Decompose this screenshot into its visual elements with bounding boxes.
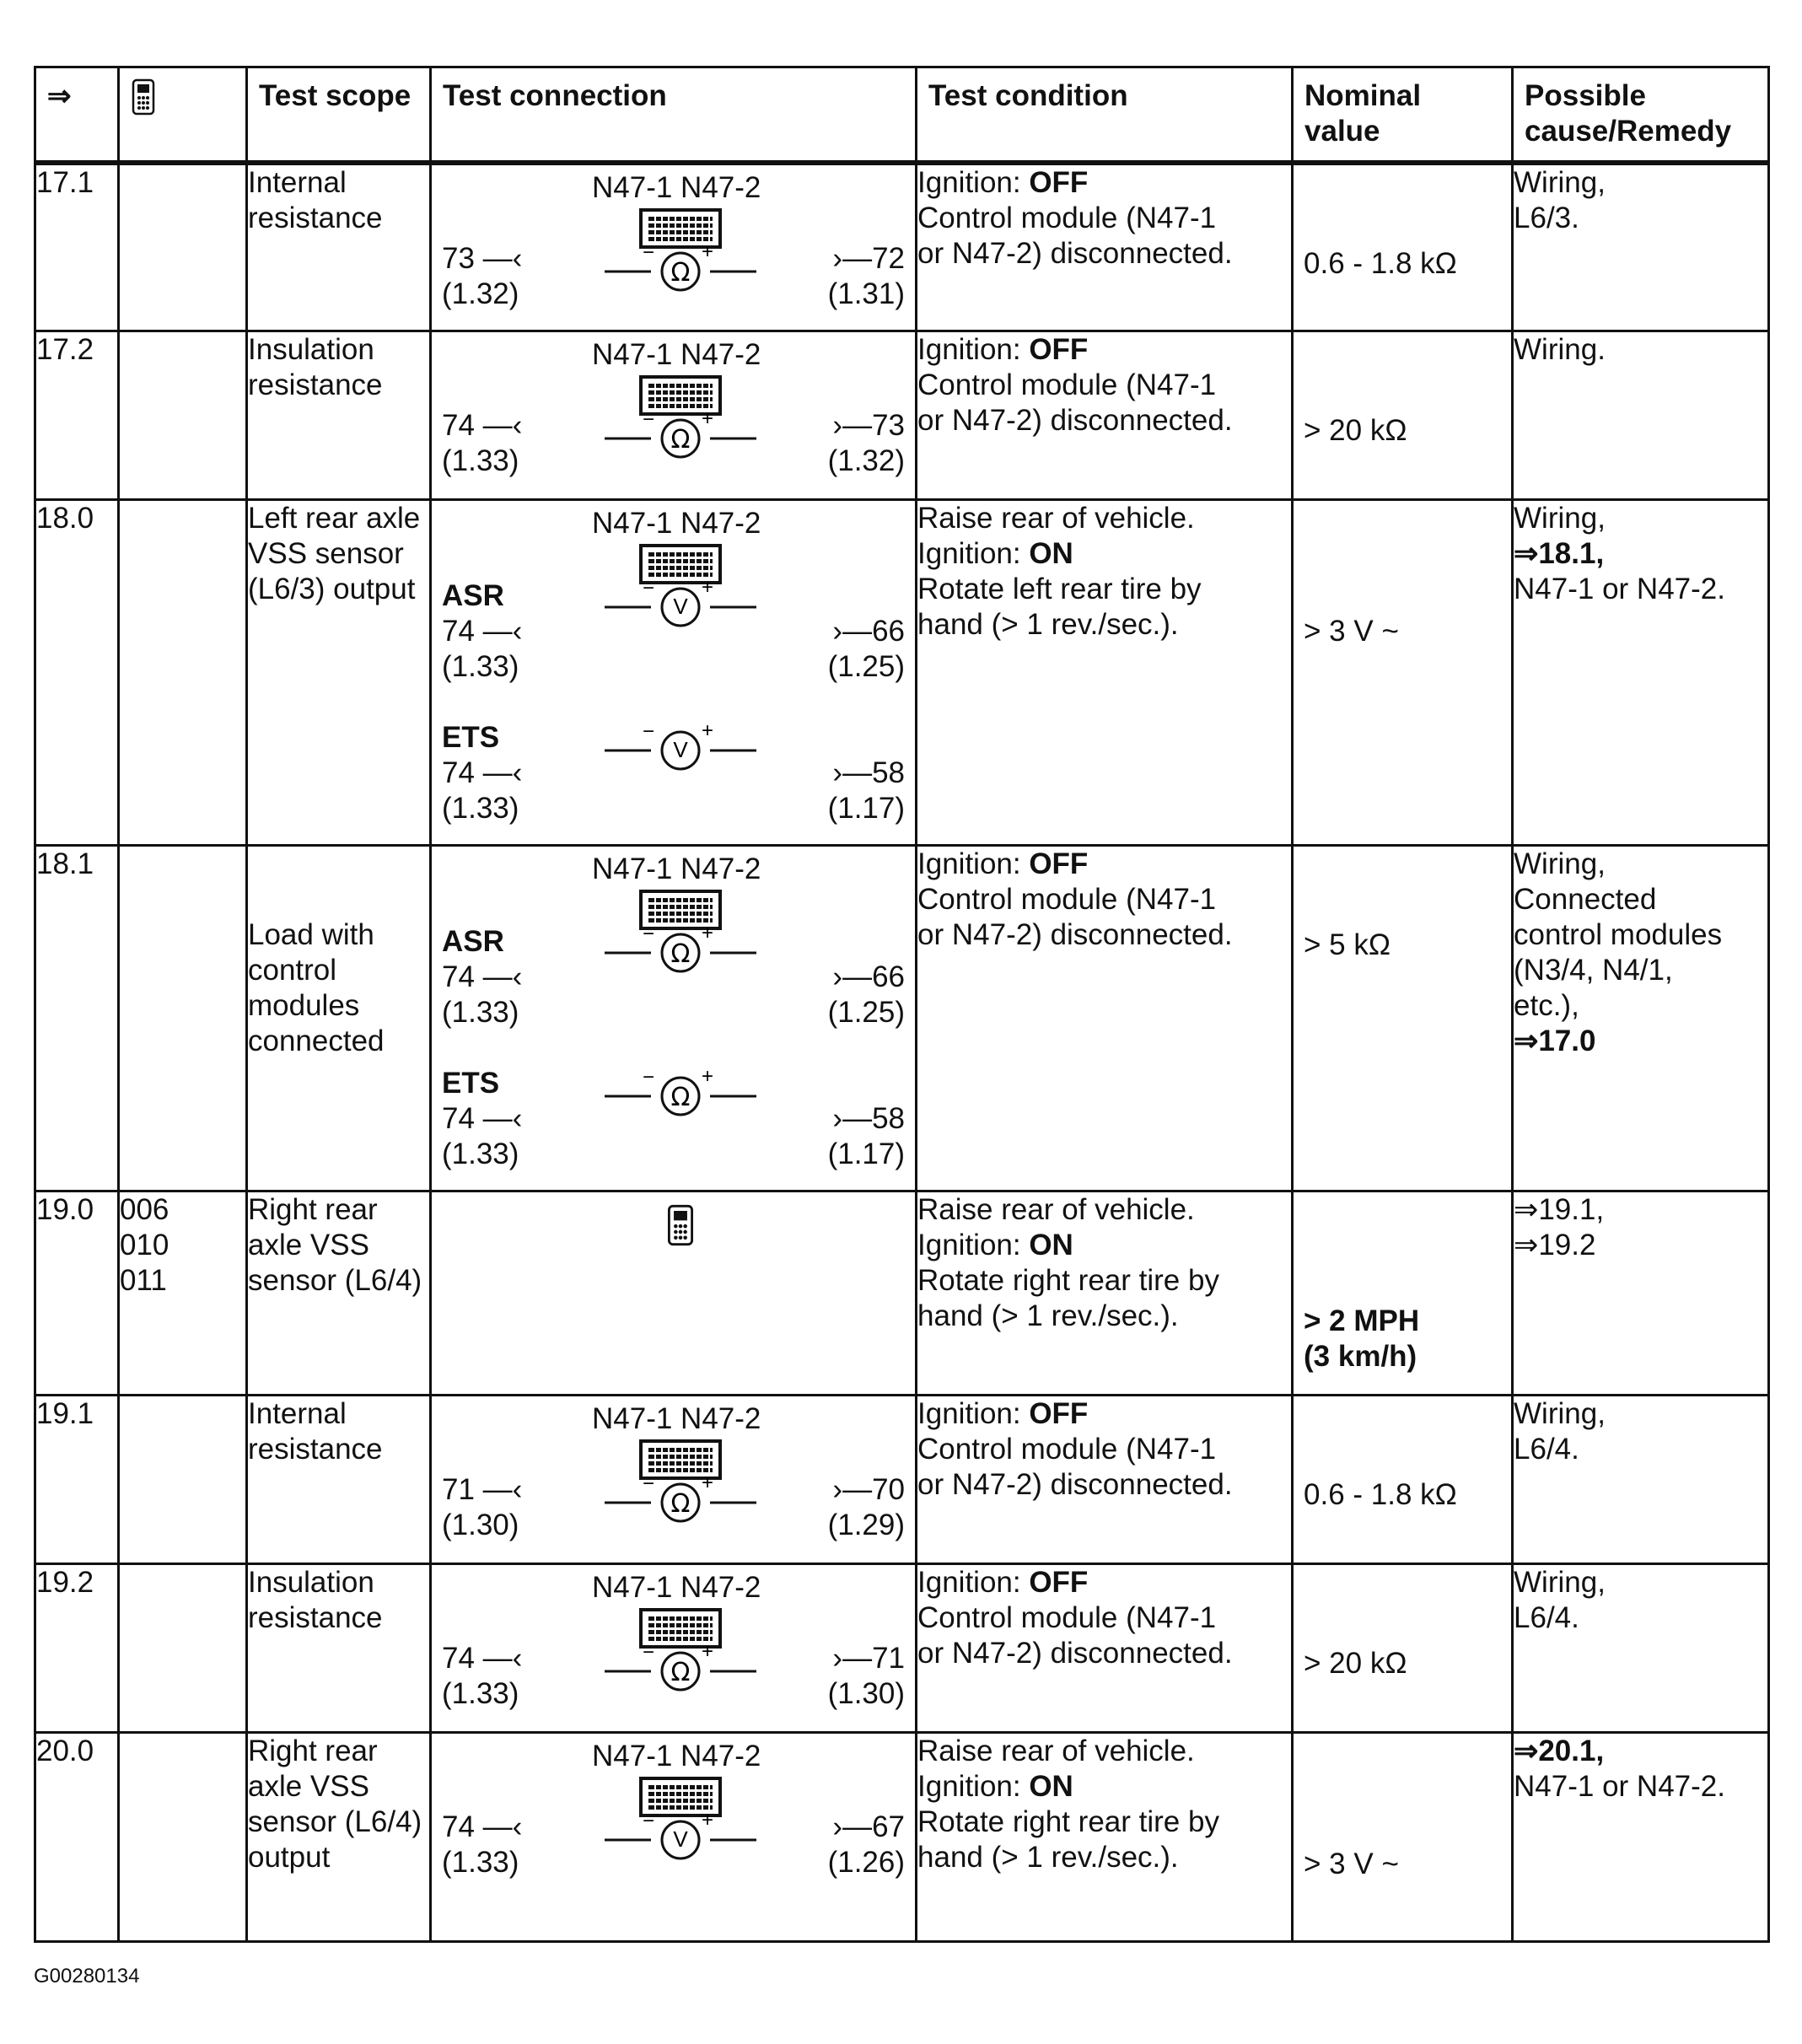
nominal-value: > 20 kΩ <box>1293 331 1513 500</box>
svg-text:−: − <box>643 413 655 431</box>
svg-text:Ω: Ω <box>670 257 691 288</box>
nominal-value: 0.6 - 1.8 kΩ <box>1293 163 1513 331</box>
table-row <box>35 1191 1769 1396</box>
asr-label: ASR <box>442 579 504 612</box>
tester-code-cell <box>119 500 247 846</box>
remedy: Wiring, L6/4. <box>1513 1396 1769 1564</box>
table-row <box>35 846 1769 1191</box>
nominal-value: 0.6 - 1.8 kΩ <box>1293 1396 1513 1564</box>
svg-text:V: V <box>673 1826 688 1852</box>
module-label: N47-1 N47-2 <box>592 170 761 204</box>
test-condition: Raise rear of vehicle. Ignition: ON Rotate right rear tire by hand (> 1 rev./sec.). <box>917 1191 1293 1396</box>
nominal-value: > 2 MPH (3 km/h) <box>1293 1191 1513 1396</box>
ets-left-pin: 74 —‹ (1.33) <box>442 756 523 825</box>
test-connection-cell <box>431 1564 917 1733</box>
connection-diagram <box>432 501 915 842</box>
nominal-value: > 3 V ~ <box>1293 500 1513 846</box>
svg-text:+: + <box>702 413 714 430</box>
voltmeter-icon <box>600 725 761 776</box>
test-condition: Raise rear of vehicle. Ignition: ON Rotate left rear tire by hand (> 1 rev./sec.). <box>917 500 1293 846</box>
tester-code-cell <box>119 331 247 500</box>
test-condition: Ignition: OFF Control module (N47-1 or N47-2) disconnected. <box>917 1396 1293 1564</box>
header-test-connection: Test connection <box>431 67 917 163</box>
svg-text:+: + <box>702 1477 714 1494</box>
asr-left-pin: 74 —‹ (1.33) <box>442 960 523 1029</box>
tester-code-cell: 006 010 011 <box>119 1191 247 1396</box>
table-row <box>35 1396 1769 1564</box>
module-connector-icon <box>634 1439 727 1481</box>
step-number: 19.1 <box>35 1396 119 1564</box>
module-connector-icon <box>634 1776 727 1818</box>
svg-text:+: + <box>702 1071 714 1088</box>
ohmmeter-icon <box>600 246 761 297</box>
step-number: 18.0 <box>35 500 119 846</box>
right-pin: ›—73 (1.32) <box>827 409 906 477</box>
svg-text:Ω: Ω <box>670 1658 691 1687</box>
module-connector-icon <box>634 374 727 417</box>
step-number: 19.2 <box>35 1564 119 1733</box>
tester-code-cell <box>119 1564 247 1733</box>
module-connector-icon <box>634 1607 727 1649</box>
module-label: N47-1 N47-2 <box>592 1402 761 1435</box>
svg-text:−: − <box>643 245 655 264</box>
voltmeter-icon <box>600 582 761 632</box>
svg-text:−: − <box>643 1646 655 1664</box>
test-scope: Internal resistance <box>247 1396 431 1564</box>
handheld-tester-icon <box>131 78 156 116</box>
svg-text:−: − <box>643 1815 655 1832</box>
step-number: 18.1 <box>35 846 119 1191</box>
remedy: Wiring. <box>1513 331 1769 500</box>
connection-diagram <box>432 1734 915 1938</box>
svg-text:+: + <box>702 1646 714 1663</box>
ets-right-pin: ›—58 (1.17) <box>827 756 906 825</box>
table-header-row <box>35 67 1769 163</box>
module-connector-icon <box>634 207 727 250</box>
header-test-condition: Test condition <box>917 67 1293 163</box>
table-row <box>35 1564 1769 1733</box>
header-nominal-value: Nominal value <box>1293 67 1513 163</box>
svg-text:−: − <box>643 1071 655 1089</box>
ets-label: ETS <box>442 721 500 754</box>
test-condition: Ignition: OFF Control module (N47-1 or N47-2) disconnected. <box>917 331 1293 500</box>
ohmmeter-icon <box>600 413 761 464</box>
svg-text:Ω: Ω <box>670 1489 691 1519</box>
test-condition: Ignition: OFF Control module (N47-1 or N47-2) disconnected. <box>917 163 1293 331</box>
test-scope: Right rear axle VSS sensor (L6/4) output <box>247 1733 431 1942</box>
step-number: 20.0 <box>35 1733 119 1942</box>
right-pin: ›—67 (1.26) <box>827 1810 906 1879</box>
svg-text:+: + <box>702 582 714 599</box>
svg-text:−: − <box>643 725 655 743</box>
nominal-value: > 5 kΩ <box>1293 846 1513 1191</box>
svg-text:−: − <box>643 1477 655 1495</box>
step-number: 19.0 <box>35 1191 119 1396</box>
remedy: Wiring, L6/4. <box>1513 1564 1769 1733</box>
nominal-value: > 3 V ~ <box>1293 1733 1513 1942</box>
test-connection-cell <box>431 1396 917 1564</box>
test-scope: Load with control modules connected <box>247 846 431 1191</box>
figure-code: G00280134 <box>34 1965 140 1988</box>
table-row <box>35 331 1769 500</box>
right-pin: ›—72 (1.31) <box>827 241 906 310</box>
table-row <box>35 163 1769 331</box>
test-table <box>34 66 1770 1943</box>
module-label: N47-1 N47-2 <box>592 853 761 885</box>
svg-text:V: V <box>673 594 688 619</box>
module-label: N47-1 N47-2 <box>592 1571 761 1604</box>
svg-text:Ω: Ω <box>670 939 691 969</box>
right-pin: ›—70 (1.29) <box>827 1473 906 1541</box>
remedy: Wiring, Connected control modules (N3/4, N4/1, etc.), ⇒17.0 <box>1513 846 1769 1191</box>
test-scope: Internal resistance <box>247 163 431 331</box>
svg-text:+: + <box>702 928 714 944</box>
connection-diagram <box>432 1565 915 1729</box>
tester-code-cell <box>119 1733 247 1942</box>
module-connector-icon <box>634 543 727 585</box>
module-label: N47-1 N47-2 <box>592 1740 761 1772</box>
step-number: 17.1 <box>35 163 119 331</box>
test-scope: Insulation resistance <box>247 331 431 500</box>
test-condition: Raise rear of vehicle. Ignition: ON Rotate right rear tire by hand (> 1 rev./sec.). <box>917 1733 1293 1942</box>
ohmmeter-icon <box>600 1477 761 1528</box>
right-pin: ›—71 (1.30) <box>827 1642 906 1710</box>
svg-text:Ω: Ω <box>670 1083 691 1112</box>
connection-diagram <box>432 847 915 1187</box>
voltmeter-icon <box>600 1815 761 1865</box>
asr-right-pin: ›—66 (1.25) <box>827 615 906 683</box>
module-label: N47-1 N47-2 <box>592 338 761 371</box>
remedy: Wiring, L6/3. <box>1513 163 1769 331</box>
asr-right-pin: ›—66 (1.25) <box>827 960 906 1029</box>
svg-text:+: + <box>702 1815 714 1832</box>
tester-code-cell <box>119 163 247 331</box>
asr-left-pin: 74 —‹ (1.33) <box>442 615 523 683</box>
table-row <box>35 500 1769 846</box>
module-label: N47-1 N47-2 <box>592 507 761 540</box>
ets-left-pin: 74 —‹ (1.33) <box>442 1102 523 1170</box>
remedy: ⇒20.1, N47-1 or N47-2. <box>1513 1733 1769 1942</box>
header-tester <box>119 67 247 163</box>
tester-code-cell <box>119 1396 247 1564</box>
connection-diagram <box>432 1192 915 1391</box>
left-pin: 74 —‹ (1.33) <box>442 409 523 477</box>
nominal-value: > 20 kΩ <box>1293 1564 1513 1733</box>
test-connection-cell <box>431 331 917 500</box>
connection-diagram <box>432 1396 915 1560</box>
tester-code-cell <box>119 846 247 1191</box>
test-connection-cell <box>431 846 917 1191</box>
header-remedy: Possible cause/Remedy <box>1513 67 1769 163</box>
svg-text:+: + <box>702 725 714 742</box>
ets-label: ETS <box>442 1067 500 1100</box>
test-scope: Right rear axle VSS sensor (L6/4) <box>247 1191 431 1396</box>
left-pin: 74 —‹ (1.33) <box>442 1642 523 1710</box>
ohmmeter-icon <box>600 1071 761 1122</box>
ets-right-pin: ›—58 (1.17) <box>827 1102 906 1170</box>
remedy: Wiring, ⇒18.1, N47-1 or N47-2. <box>1513 500 1769 846</box>
step-number: 17.2 <box>35 331 119 500</box>
left-pin: 71 —‹ (1.30) <box>442 1473 523 1541</box>
module-connector-icon <box>634 889 727 931</box>
left-pin: 74 —‹ (1.33) <box>442 1810 523 1879</box>
header-test-scope: Test scope <box>247 67 431 163</box>
test-connection-cell <box>431 500 917 846</box>
test-condition: Ignition: OFF Control module (N47-1 or N47-2) disconnected. <box>917 846 1293 1191</box>
ohmmeter-icon <box>600 928 761 978</box>
connection-diagram <box>432 332 915 496</box>
table-row <box>35 1733 1769 1942</box>
test-connection-cell <box>431 1191 917 1396</box>
test-condition: Ignition: OFF Control module (N47-1 or N47-2) disconnected. <box>917 1564 1293 1733</box>
connection-diagram <box>432 165 915 329</box>
handheld-tester-icon <box>666 1204 695 1246</box>
svg-text:+: + <box>702 245 714 263</box>
remedy: ⇒19.1, ⇒19.2 <box>1513 1191 1769 1396</box>
svg-text:Ω: Ω <box>670 425 691 455</box>
test-connection-cell <box>431 1733 917 1942</box>
test-scope: Left rear axle VSS sensor (L6/3) output <box>247 500 431 846</box>
svg-text:V: V <box>673 737 688 762</box>
left-pin: 73 —‹ (1.32) <box>442 241 523 310</box>
svg-text:−: − <box>643 582 655 600</box>
test-scope: Insulation resistance <box>247 1564 431 1733</box>
svg-text:−: − <box>643 928 655 945</box>
header-arrow: ⇒ <box>35 67 119 163</box>
asr-label: ASR <box>442 925 504 958</box>
test-connection-cell <box>431 163 917 331</box>
ohmmeter-icon <box>600 1646 761 1697</box>
